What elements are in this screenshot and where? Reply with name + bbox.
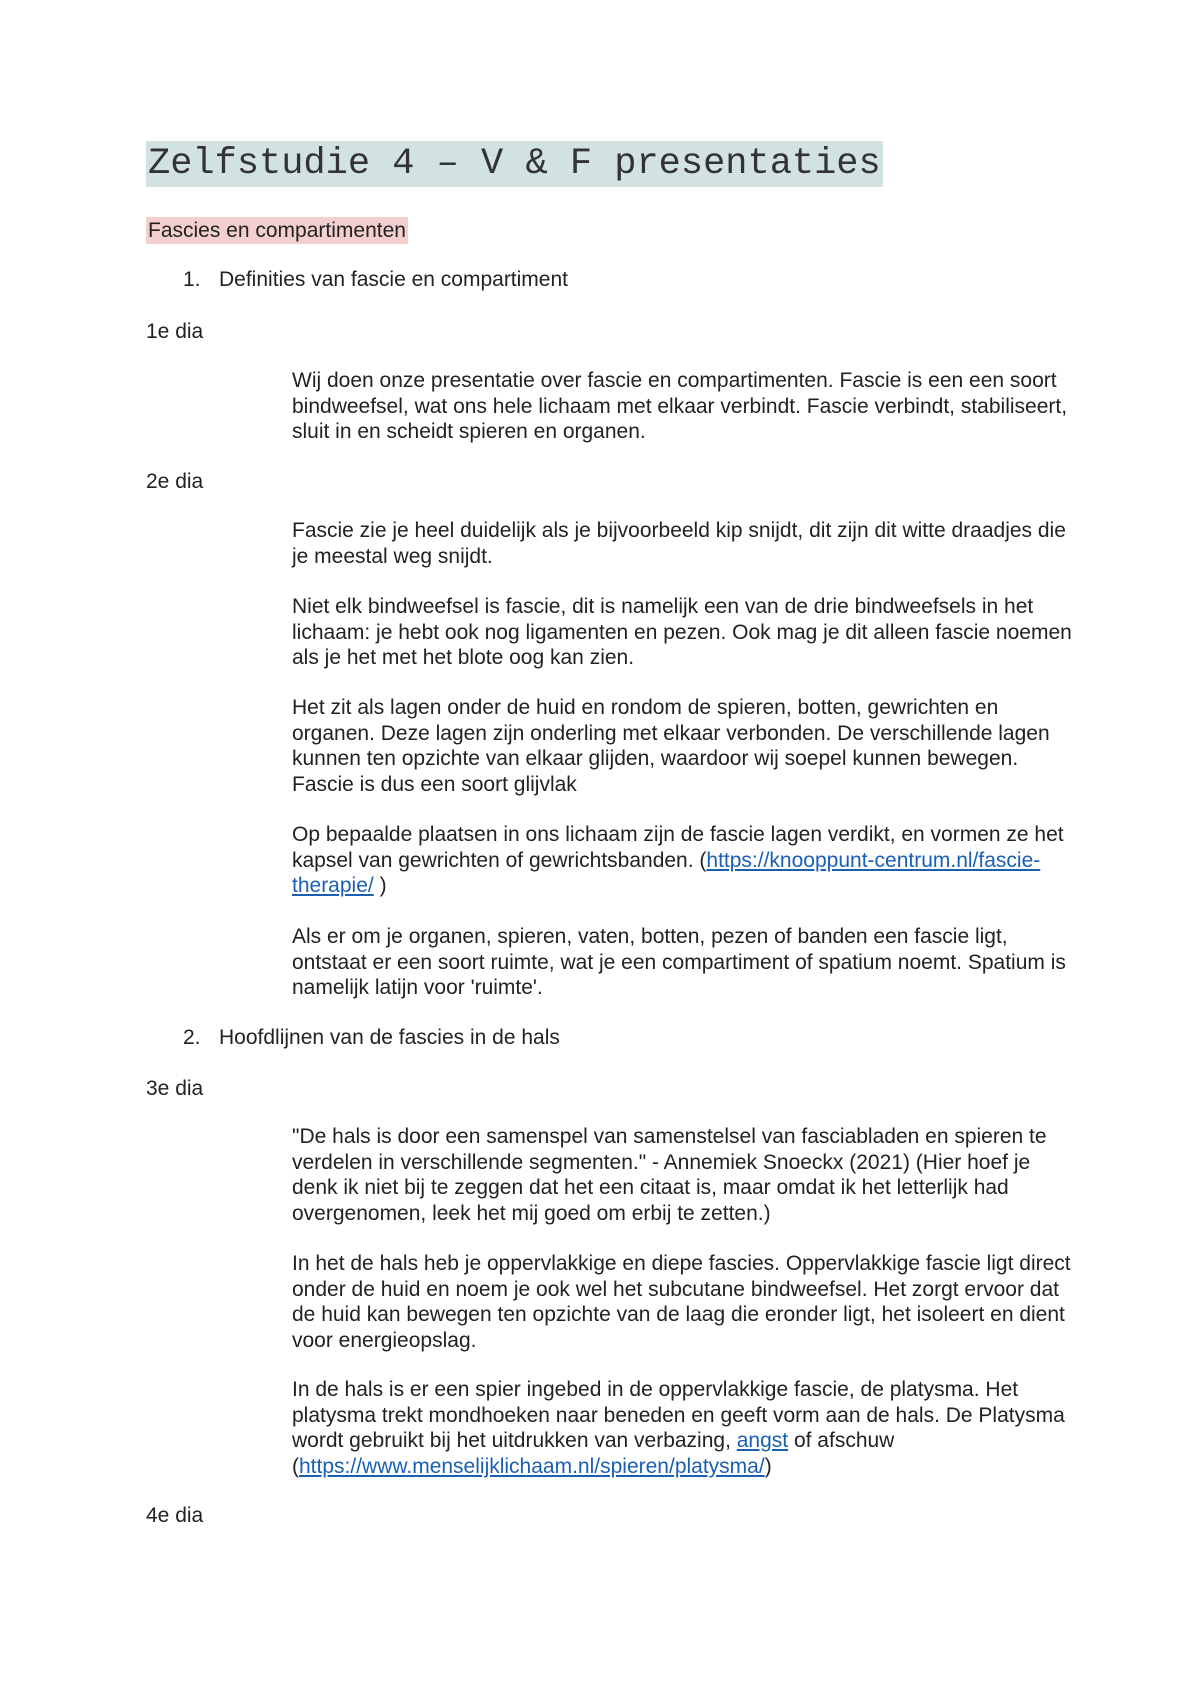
paragraph-text: ) [373,874,387,897]
paragraph: In het de hals heb je oppervlakkige en diepe fascies. Oppervlakkige fascie ligt direct onder de huid en noem je ook wel het subcutane bindweefsel. Het zorgt ervoor dat de huid kan bewegen ten opzichte van de laag die eronder ligt, het isoleert en dient voor energieopslag. [292,1252,1071,1352]
paragraph: Het zit als lagen onder de huid en rondom de spieren, botten, gewrichten en organen. Deze lagen zijn onderling met elkaar verbonden. De verschillende lagen kunnen ten opzichte van elkaar glijden, waardoor wij soepel kunnen bewegen. Fascie is dus een soort glijvlak [292,696,1050,796]
list-number: 2. [183,1026,201,1049]
paragraph [292,822,1072,899]
angst-link[interactable]: angst [736,1429,789,1452]
paragraph-text: of afschuw ( [292,1429,895,1478]
source-link[interactable]: https://knooppunt-centrum.nl/fascie-therapie/ [292,848,1041,897]
source-link[interactable]: https://www.menselijklichaam.nl/spieren/platysma/ [299,1454,765,1478]
paragraph: "De hals is door een samenspel van samenstelsel van fasciabladen en spieren te verdelen in verschillende segmenten." - Annemiek Snoeckx (2021) (Hier hoef je denk ik niet bij te zeggen dat het een citaat is, maar omdat ik het letterlijk had overgenomen, leek het mij goed om erbij te zetten.) [292,1125,1047,1225]
list-text: Hoofdlijnen van de fascies in de hals [219,1026,560,1049]
list-text: Definities van fascie en compartiment [219,268,568,291]
paragraph: Niet elk bindweefsel is fascie, dit is namelijk een van de drie bindweefsels in het lichaam: je hebt ook nog ligamenten en pezen. Ook mag je dit alleen fascie noemen als je het met het blote oog kan zien. [292,595,1072,669]
dia-label: 3e dia [146,1077,204,1100]
paragraph: Fascie zie je heel duidelijk als je bijvoorbeeld kip snijdt, dit zijn dit witte draadjes die je meestal weg snijdt. [292,519,1066,568]
dia-label: 4e dia [146,1504,204,1527]
list-number: 1. [183,268,201,291]
list-item [183,266,568,293]
list-item [183,1024,560,1051]
paragraph: Wij doen onze presentatie over fascie en compartimenten. Fascie is een een soort bindweefsel, wat ons hele lichaam met elkaar verbindt. Fascie verbindt, stabiliseert, sluit in en scheidt spieren en organen. [292,369,1068,443]
paragraph-text: In de hals is er een spier ingebed in de oppervlakkige fascie, de platysma. Het platysma trekt mondhoeken naar beneden en geeft vorm aan de hals. De Platysma wordt gebruikt bij het uitdrukken van verbazing, [292,1378,1065,1452]
dia-label: 1e dia [146,320,204,343]
paragraph: Als er om je organen, spieren, vaten, botten, pezen of banden een fascie ligt, ontstaat er een soort ruimte, wat je een compartiment of spatium noemt. Spatium is namelijk latijn voor 'ruimte'. [292,925,1066,999]
section-heading: Fascies en compartimenten [148,219,406,242]
paragraph [292,1377,1072,1479]
paragraph-text: Op bepaalde plaatsen in ons lichaam zijn de fascie lagen verdikt, en vormen ze het kapsel van gewrichten of gewrichtsbanden. ( [292,823,1064,872]
document-title: Zelfstudie 4 – V & F presentaties [148,143,881,185]
paragraph-text: ) [764,1454,772,1478]
dia-label: 2e dia [146,470,204,493]
